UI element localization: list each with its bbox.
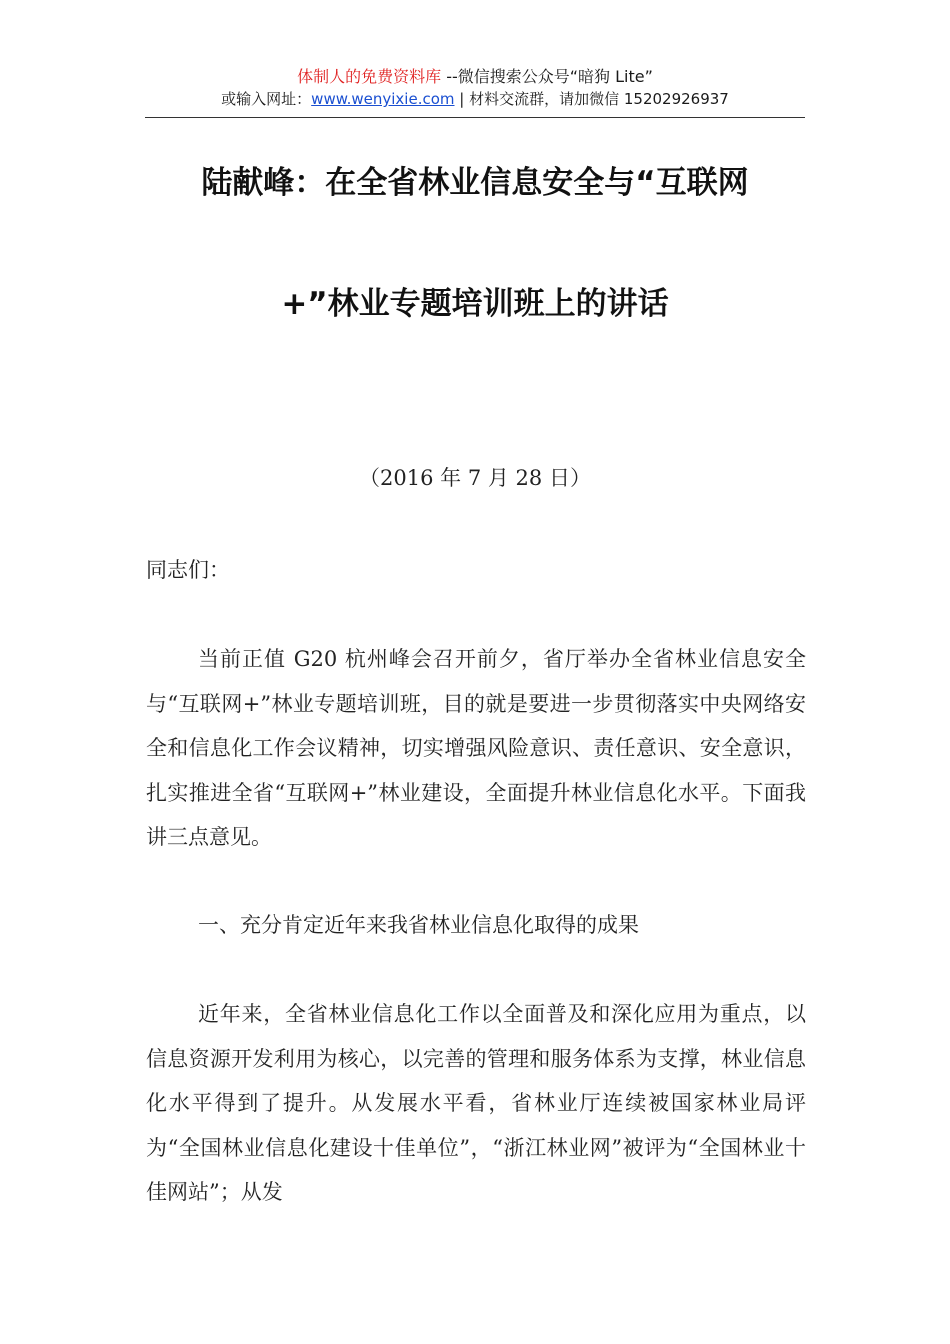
wechat-note: --微信搜索公众号“暗狗 Lite” [441, 67, 653, 86]
document-title-line-2: +”林业专题培训班上的讲话 [281, 286, 669, 322]
speech-date: （2016 年 7 月 28 日） [359, 466, 591, 490]
document-title-line-1: 陆献峰：在全省林业信息安全与“互联网 [201, 165, 749, 201]
paragraph-1: 当前正值 G20 杭州峰会召开前夕，省厅举办全省林业信息安全与“互联网+”林业专题培训班，目的就是要进一步贯彻落实中央网络安全和信息化工作会议精神，切实增强风险意识、责任意识、安全意识，扎实推进全省“互联网+”林业建设，全面提升林业信息化水平。下面我讲三点意见。 [146, 647, 806, 849]
page-header [145, 66, 805, 110]
header-divider [145, 117, 805, 118]
brand-name: 体制人的免费资料库 [297, 67, 442, 86]
section-1-heading: 一、充分肯定近年来我省林业信息化取得的成果 [198, 913, 639, 937]
header-line-1 [145, 66, 805, 88]
url-prefix: 或输入网址： [221, 90, 312, 108]
paragraph-2: 近年来，全省林业信息化工作以全面普及和深化应用为重点，以信息资源开发利用为核心，以完善的管理和服务体系为支撑，林业信息化水平得到了提升。从发展水平看，省林业厅连续被国家林业局评为“全国林业信息化建设十佳单位”，“浙江林业网”被评为“全国林业十佳网站”；从发 [146, 1002, 806, 1204]
header-line-2 [145, 88, 805, 110]
contact-info: | 材料交流群，请加微信 15202926937 [454, 90, 729, 108]
greeting: 同志们： [146, 558, 230, 582]
website-link[interactable]: www.wenyixie.com [311, 90, 455, 108]
